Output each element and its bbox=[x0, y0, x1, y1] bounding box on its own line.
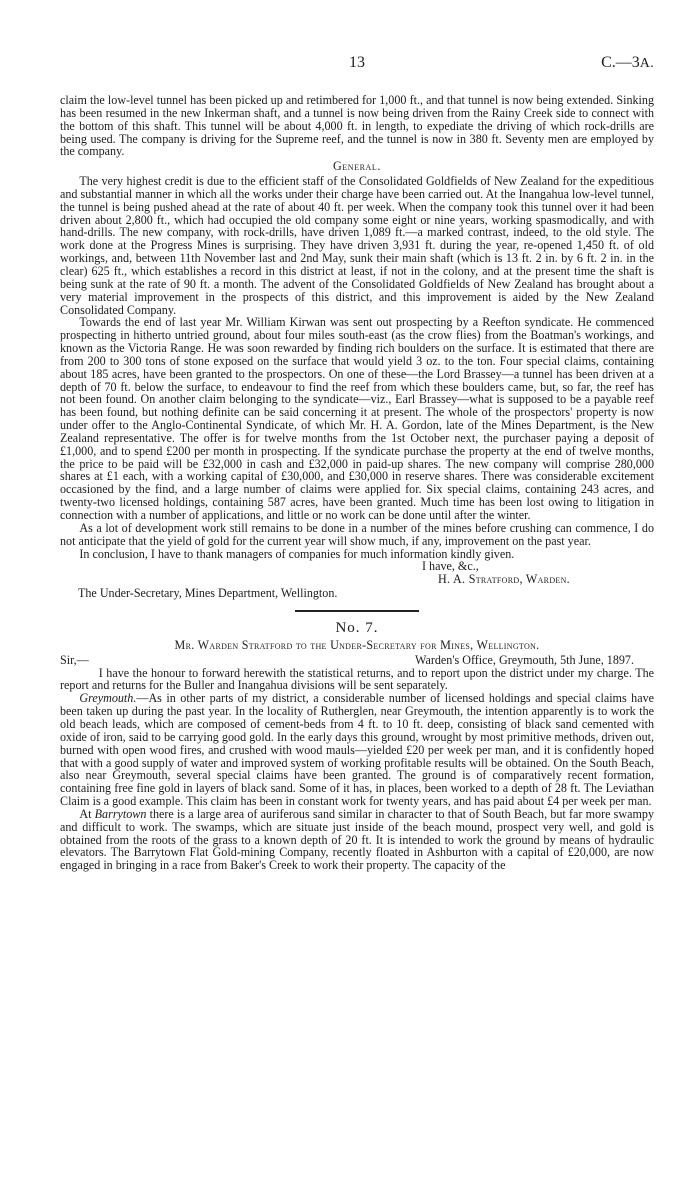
addressee: The Under-Secretary, Mines Department, Wellington. bbox=[78, 586, 338, 601]
barrytown-label: Barrytown bbox=[94, 806, 147, 821]
letter-subject: Mr. Warden Stratford to the Under-Secretary for Mines, Wellington. bbox=[174, 637, 540, 652]
reference-prefix: C.—3 bbox=[601, 54, 640, 71]
signature: H. A. Stratford, Warden. bbox=[438, 572, 570, 587]
no7-paragraph-2: Greymouth.—As in other parts of my district, a considerable number of licensed holdings and special claims have been taken up during the past year. In the locality of Rutherglen, near Greymouth, the intention apparently is to work the old beach leads, which are composed of cement-beds from 4 ft. to 10 ft. deep, consisting of black sand cemented with oxide of iron, said to be carrying good gold. In the early days this ground, wrought by most primitive methods, driven out, burned with open wood fires, and crushed with wood mauls—yielded £20 per week per man, and it is confidently hoped that with a good supply of water and improved system of working profitable results will be obtained. On the South Beach, also near Greymouth, several special claims have been granted. The ground is of comparatively recent formation, containing free fine gold in layers of black sand. Some of it has, in places, been worked to a depth of 28 ft. The Leviathan Claim is a good example. This claim has been in constant work for twenty years, and has paid about £4 per week per man. bbox=[60, 691, 654, 809]
greymouth-label: Greymouth. bbox=[79, 691, 137, 706]
no7-paragraph-1: I have the honour to forward herewith the statistical returns, and to report upon the district under my charge. The report and returns for the Buller and Inangahua divisions will be sent separately. bbox=[60, 665, 654, 693]
document-number: No. 7. bbox=[335, 619, 379, 636]
no7-paragraph-3: At Barrytown there is a large area of auriferous sand similar in character to that of South Beach, but far more swampy and difficult to work. The swamps, which are situate just inside of the beach mound, prospect very well, and gold is obtained from the roots of the grass to a known depth of 20 ft. It is intended to work the ground by means of hydraulic elevators. The Barrytown Flat Gold-mining Company, recently floated in Ashburton with a capital of £20,000, are now engaged in bringing in a race from Baker's Creek to work their property. The capacity of the bbox=[60, 806, 654, 873]
continuation-paragraph: claim the low-level tunnel has been picked up and retimbered for 1,000 ft., and that tunnel is now being extended. Sinking has been resumed in the new Inkerman shaft, and a tunnel is now being driven from the Rainy Creek side to connect with the bottom of this shaft. This tunnel will be about 4,000 ft. in length, to expediate the driving of which rock-drills are being used. The company is driving for the Supreme reef, and the tunnel is now in 380 ft. Seventy men are employed by the company. bbox=[60, 93, 654, 159]
salutation: Sir,— bbox=[60, 652, 89, 667]
page-header bbox=[60, 54, 654, 78]
document-body bbox=[60, 94, 654, 872]
closing-line: I have, &c., bbox=[422, 559, 479, 574]
general-paragraph-3: As a lot of development work still remains to be done in a number of the mines before crushing can commence, I do not anticipate that the yield of gold for the current year will show much, if any, improvement on the past year. bbox=[60, 520, 654, 548]
page-number: 13 bbox=[349, 54, 365, 71]
general-paragraph-2: Towards the end of last year Mr. William Kirwan was sent out prospecting by a Reefton syndicate. He commenced prospecting in hitherto untried ground, about four miles south-east (as the crow flies) from the Boatman's workings, and known as the Victoria Range. He was soon rewarded by finding rich boulders on the surface. It is estimated that there are from 200 to 300 tons of stone exposed on the surface that would yield 3 oz. to the ton. Four special claims, containing about 185 acres, have been granted to the prospectors. On one of these—the Lord Brassey—a tunnel has been driven at a depth of 70 ft. below the surface, to endeavour to find the reef from which these boulders came, but, so far, the reef has not been found. On another claim belonging to the syndicate—viz., Earl Brassey—what is supposed to be a payable reef has been found, but nothing definite can be said concerning it at present. The whole of the prospectors' property is now under offer to the Anglo-Continental Syndicate, of which Mr. H. A. Gordon, late of the Mines Department, is the New Zealand representative. The offer is for twelve months from the 1st October next, the purchaser paying a deposit of £1,000, and to spend £200 per month in prospecting. If the syndicate purchase the property at the end of twelve months, the price to be paid will be £32,000 in cash and £32,000 in paid-up shares. The new company will comprise 280,000 shares at £1 each, with a working capital of £30,000, and £30,000 in reserve shares. There was considerable excitement occasioned by the find, and a large number of claims were applied for. Six special claims, containing 243 acres, and twenty-two licensed holdings, containing 587 acres, have been granted. Much time has been lost owing to litigation in connection with a number of applications, and little or no work can be done until after the winter. bbox=[60, 315, 654, 522]
salutation-row bbox=[60, 654, 654, 667]
section-divider bbox=[295, 610, 419, 612]
document-reference bbox=[601, 54, 654, 72]
section-heading-general: General. bbox=[332, 159, 382, 174]
general-paragraph-1: The very highest credit is due to the efficient staff of the Consolidated Goldfields of New Zealand for the expeditious and substantial manner in which all the works under their charge have been carried out. At the Inangahua low-level tunnel, the tunnel is being pushed ahead at the rate of about 40 ft. per week. When the company took this tunnel over it had been driven about 2,800 ft., which had occupied the old company some eight or nine years, working spasmodically, and with hand-drills. The new company, with rock-drills, have driven 1,089 ft.—a marked contrast, indeed, to the old style. The work done at the Progress Mines is surprising. They have driven 3,931 ft. during the year, re-opened 1,450 ft. of old workings, and, between 11th November last and 2nd May, sunk their main shaft (which is 13 ft. 2 in. by 6 ft. 2 in. in the clear) 625 ft., which establishes a record in this district at least, if not in the colony, and at the present time the shaft is being sunk at the rate of 90 ft. a month. The advent of the Consolidated Goldfields of New Zealand has brought about a very material improvement in the prospects of this district, and this improvement is aided by the New Zealand Consolidated Company. bbox=[60, 174, 654, 317]
location-date: Warden's Office, Greymouth, 5th June, 1897. bbox=[415, 652, 634, 667]
reference-suffix: A. bbox=[639, 56, 654, 71]
general-paragraph-4: In conclusion, I have to thank managers of companies for much information kindly given. bbox=[79, 546, 515, 561]
